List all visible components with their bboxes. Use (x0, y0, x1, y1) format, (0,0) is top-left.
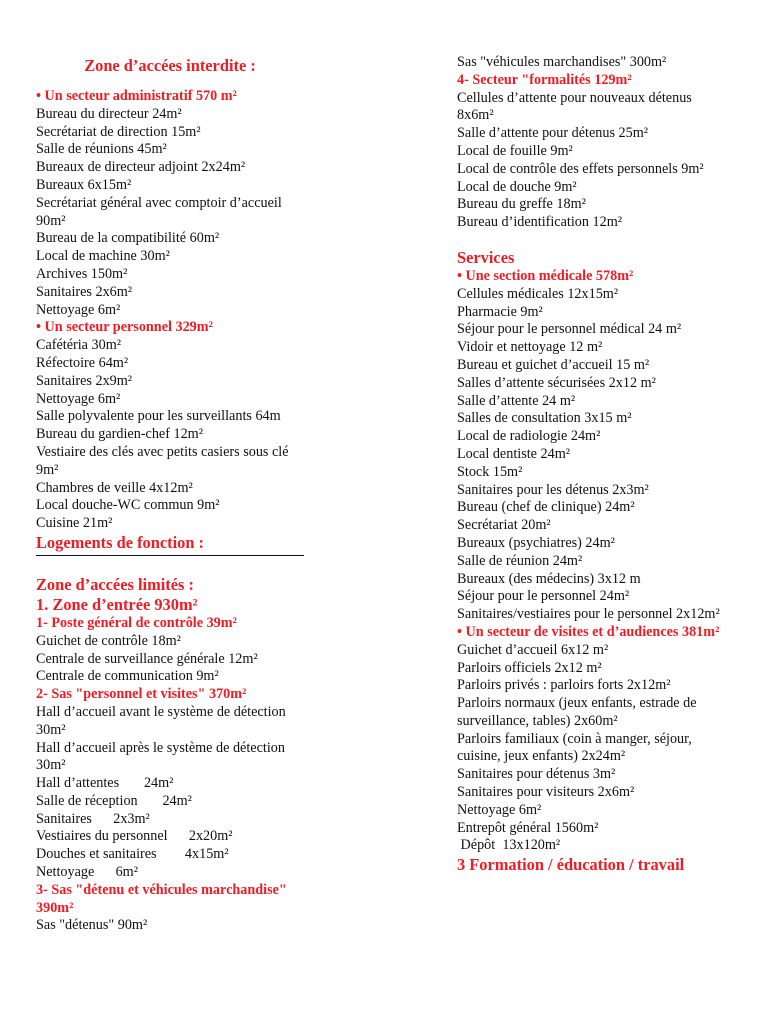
list-item: Local dentiste 24m² (457, 445, 570, 462)
left-column (36, 0, 308, 935)
list-item: Local de machine 30m² (36, 248, 170, 265)
section-medicale-heading: • Une section médicale 578m² (457, 267, 634, 284)
formation-title: 3 Formation / éducation / travail (457, 855, 685, 875)
list-item: Cellules médicales 12x15m² (457, 285, 619, 302)
list-item: Salle polyvalente pour les surveillants 64m (36, 408, 281, 425)
list-item: Sanitaires pour détenus 3m² (457, 766, 616, 783)
list-item: Pharmacie 9m² (457, 303, 543, 320)
list-item: Bureau de la compatibilité 60m² (36, 230, 220, 247)
list-item: Local de fouille 9m² (457, 142, 573, 159)
list-item: Archives 150m² (36, 265, 128, 282)
list-item: Bureau (chef de clinique) 24m² (457, 499, 635, 516)
list-item: Bureaux (des médecins) 3x12 m (457, 570, 641, 587)
secteur-admin-heading: • Un secteur administratif 570 m² (36, 88, 237, 104)
list-item: Douches et sanitaires 4x15m² (36, 846, 229, 863)
list-item: Salle d’attente pour détenus 25m² (457, 125, 649, 142)
list-item: Parloirs normaux (jeux enfants, estrade de surveillance, tables) 2x60m² (457, 695, 697, 729)
list-item: Salle de réunion 24m² (457, 552, 583, 569)
list-item: Secrétariat général avec comptoir d’accueil 90m² (36, 194, 282, 229)
list-item: Sanitaires pour visiteurs 2x6m² (457, 784, 635, 801)
list-item: Cafétéria 30m² (36, 337, 122, 354)
list-item: Salles d’attente sécurisées 2x12 m² (457, 374, 656, 391)
formalites-list (457, 90, 725, 232)
sas-continued-list (457, 54, 725, 72)
secteur-visites-list (457, 642, 725, 856)
secteur-visites-heading: • Un secteur de visites et d’audiences 381m² (457, 623, 720, 640)
secteur-personnel-list (36, 337, 304, 533)
list-item: Vidoir et nettoyage 12 m² (457, 339, 603, 356)
list-item: Local de radiologie 24m² (457, 428, 601, 445)
list-item: Bureau du greffe 18m² (457, 196, 586, 213)
list-item: Sanitaires 2x6m² (36, 283, 133, 300)
list-item: Local de douche 9m² (457, 178, 577, 195)
sas-detenu-list (36, 917, 304, 935)
list-item: Guichet de contrôle 18m² (36, 632, 181, 649)
list-item: Parloirs familiaux (coin à manger, séjour, cuisine, jeux enfants) 2x24m² (457, 730, 692, 765)
list-item: Vestiaires du personnel 2x20m² (36, 828, 233, 845)
list-item: Nettoyage 6m² (457, 801, 542, 818)
list-item: Local de contrôle des effets personnels 9m² (457, 160, 704, 177)
list-item: Cellules d’attente pour nouveaux détenus 8x6m² (457, 89, 692, 124)
list-item: Hall d’accueil avant le système de détection 30m² (36, 703, 308, 738)
list-item: Bureau du directeur 24m² (36, 105, 182, 122)
list-item: Local douche-WC commun 9m² (36, 497, 220, 514)
list-item: Séjour pour le personnel 24m² (457, 588, 630, 605)
list-item: Chambres de veille 4x12m² (36, 479, 193, 496)
section-medicale-list (457, 286, 725, 624)
secteur-personnel-heading: • Un secteur personnel 329m² (36, 319, 213, 336)
list-item: Bureaux (psychiatres) 24m² (457, 534, 615, 551)
list-item: Secrétariat 20m² (457, 517, 551, 534)
list-item: Salle d’attente 24 m² (457, 392, 576, 409)
sas-personnel-list (36, 703, 308, 882)
list-item: Centrale de communication 9m² (36, 668, 219, 685)
list-item: Guichet d’accueil 6x12 m² (457, 641, 609, 658)
list-item: Sas "détenus" 90m² (36, 917, 148, 934)
list-item: Stock 15m² (457, 463, 523, 480)
list-item: Parloirs privés : parloirs forts 2x12m² (457, 677, 671, 694)
right-column (457, 0, 725, 875)
list-item: Bureau du gardien-chef 12m² (36, 426, 203, 443)
services-title: Services (457, 247, 515, 267)
list-item: Bureaux 6x15m² (36, 176, 132, 193)
list-item: Sanitaires 2x3m² (36, 810, 150, 827)
list-item: Cuisine 21m² (36, 515, 113, 532)
list-item: Bureau d’identification 12m² (457, 214, 622, 231)
list-item: Dépôt 13x120m² (457, 837, 561, 854)
list-item: Secrétariat de direction 15m² (36, 123, 201, 140)
zone-entree-title: 1. Zone d’entrée 930m² (36, 594, 198, 614)
list-item: Entrepôt général 1560m² (457, 819, 599, 836)
poste-controle-heading: 1- Poste général de contrôle 39m² (36, 614, 237, 631)
list-item: Nettoyage 6m² (36, 390, 121, 407)
zone-limites-title: Zone d’accées limités : (36, 574, 194, 594)
list-item: Hall d’attentes 24m² (36, 775, 174, 792)
formalites-heading: 4- Secteur "formalités 129m² (457, 71, 632, 88)
logements-heading: Logements de fonction : (36, 533, 304, 556)
list-item: Salle de réunions 45m² (36, 141, 167, 158)
secteur-admin-list (36, 106, 304, 320)
list-item: Salle de réception 24m² (36, 792, 192, 809)
list-item: Hall d’accueil après le système de détection 30m² (36, 739, 300, 774)
list-item: Centrale de surveillance générale 12m² (36, 650, 258, 667)
list-item: Sas "véhicules marchandises" 300m² (457, 54, 667, 70)
poste-controle-list (36, 633, 304, 686)
list-item: Bureaux de directeur adjoint 2x24m² (36, 159, 246, 176)
list-item: Salles de consultation 3x15 m² (457, 410, 632, 427)
list-item: Réfectoire 64m² (36, 354, 129, 371)
list-item: Parloirs officiels 2x12 m² (457, 659, 602, 676)
list-item: Sanitaires/vestiaires pour le personnel 2x12m² (457, 606, 720, 623)
sas-personnel-heading: 2- Sas "personnel et visites" 370m² (36, 686, 247, 703)
list-item: Nettoyage 6m² (36, 864, 138, 881)
list-item: Sanitaires pour les détenus 2x3m² (457, 481, 649, 498)
list-item: Nettoyage 6m² (36, 301, 121, 318)
sas-detenu-heading: 3- Sas "détenu et véhicules marchandise" 390m² (36, 881, 287, 916)
list-item: Bureau et guichet d’accueil 15 m² (457, 356, 650, 373)
list-item: Sanitaires 2x9m² (36, 372, 133, 389)
list-item: Séjour pour le personnel médical 24 m² (457, 321, 682, 338)
zone-interdite-title: Zone d’accées interdite : (84, 56, 256, 75)
list-item: Vestiaire des clés avec petits casiers sous clé 9m² (36, 443, 289, 478)
